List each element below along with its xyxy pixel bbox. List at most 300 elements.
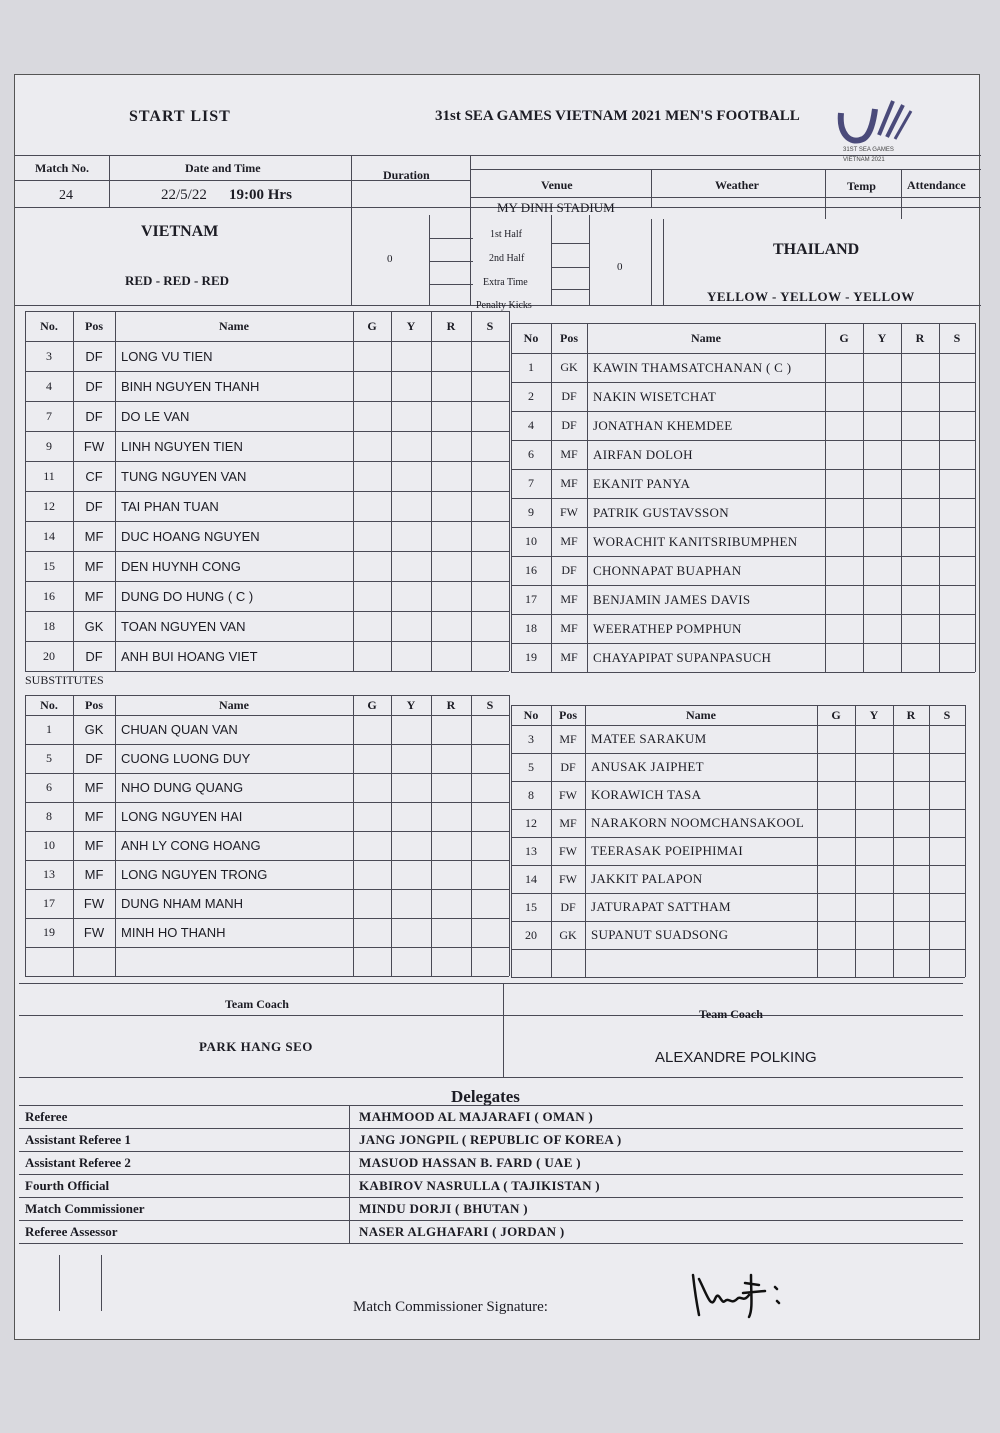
col-no-header: No. (40, 318, 58, 333)
grid-line (73, 311, 74, 671)
delegate-role: Fourth Official (25, 1177, 110, 1193)
player-name: DUNG DO HUNG ( C ) (121, 588, 254, 604)
grid-line (25, 889, 509, 890)
away-team-name: THAILAND (773, 241, 860, 258)
col-s-header: S (486, 318, 494, 333)
grid-line (863, 323, 864, 672)
grid-line (511, 921, 965, 922)
col-r-header: R (446, 697, 456, 712)
col-g-header: G (367, 697, 377, 712)
grid-line (391, 695, 392, 976)
delegate-row (19, 1174, 963, 1197)
grid-line (25, 341, 509, 342)
grid-line (19, 1220, 963, 1221)
player-position: GK (560, 360, 578, 374)
player-position: MF (559, 815, 577, 830)
table-row (511, 949, 965, 977)
player-number: 9 (46, 438, 52, 453)
table-row (511, 614, 975, 643)
venue-value: MY DINH STADIUM (497, 200, 615, 215)
player-name: CUONG LUONG DUY (121, 751, 251, 766)
col-pos-header: Pos (559, 707, 577, 722)
delegate-row (19, 1151, 963, 1174)
player-position: DF (85, 378, 103, 394)
player-position: MF (560, 621, 578, 635)
col-name-header: Name (691, 330, 721, 345)
grid-line (25, 641, 509, 642)
player-position: MF (84, 780, 104, 795)
player-name: BENJAMIN JAMES DAVIS (593, 591, 751, 607)
grid-line (511, 781, 965, 782)
col-y-header: Y (406, 697, 416, 712)
grid-line (25, 671, 509, 672)
table-row (511, 753, 965, 781)
grid-line (391, 311, 392, 671)
delegate-person: MINDU DORJI ( BHUTAN ) (359, 1200, 528, 1216)
col-pos-header: Pos (85, 318, 103, 333)
player-name: CHAYAPIPAT SUPANPASUCH (593, 649, 772, 665)
grid-line (511, 440, 975, 441)
player-number: 15 (525, 899, 537, 914)
date-time-label: Date and Time (185, 161, 261, 175)
first-half-label: 1st Half (490, 229, 522, 240)
grid-line (25, 947, 509, 948)
player-name: LONG VU TIEN (121, 348, 213, 364)
player-number: 20 (43, 648, 55, 663)
grid-line (25, 976, 509, 977)
player-position: DF (561, 389, 577, 403)
player-name: NHO DUNG QUANG (121, 780, 244, 795)
grid-line (511, 705, 512, 977)
col-r-header: R (906, 707, 916, 722)
table-row (25, 551, 509, 581)
grid-line (25, 521, 509, 522)
player-position: MF (84, 867, 104, 882)
col-g-header: G (839, 330, 849, 345)
player-name: NARAKORN NOOMCHANSAKOOL (591, 815, 805, 830)
grid-line (19, 1243, 963, 1244)
table-row (511, 353, 975, 382)
delegates-title: Delegates (451, 1087, 520, 1106)
grid-line (25, 551, 509, 552)
player-position: MF (560, 476, 578, 490)
table-row (25, 521, 509, 551)
table-row (511, 921, 965, 949)
table-row (511, 498, 975, 527)
grid-line (353, 311, 354, 671)
match-time: 19:00 Hrs (229, 187, 292, 203)
player-number: 19 (525, 650, 537, 664)
player-number: 4 (528, 418, 534, 432)
player-name: ANUSAK JAIPHET (591, 759, 704, 774)
col-y-header: Y (877, 330, 887, 345)
col-s-header: S (486, 697, 494, 712)
player-position: GK (84, 722, 104, 737)
away-score: 0 (617, 261, 623, 273)
temp-label: Temp (847, 179, 876, 193)
delegate-person: KABIROV NASRULLA ( TAJIKISTAN ) (359, 1177, 600, 1193)
player-name: ANH BUI HOANG VIET (121, 648, 258, 664)
player-name: JONATHAN KHEMDEE (593, 417, 733, 433)
player-number: 1 (46, 722, 52, 736)
grid-line (511, 977, 965, 978)
col-no-header: No. (40, 697, 58, 712)
player-name: SUPANUT SUADSONG (591, 927, 729, 942)
delegate-person: MAHMOOD AL MAJARAFI ( OMAN ) (359, 1108, 594, 1124)
player-number: 7 (46, 408, 52, 423)
logo-text-1: 31ST SEA GAMES (843, 147, 894, 153)
player-name: CHUAN QUAN VAN (121, 722, 238, 737)
player-name: LONG NGUYEN TRONG (121, 867, 268, 882)
sea-games-logo-icon (835, 95, 915, 155)
penalty-kicks-label: Penalty Kicks (476, 300, 532, 311)
player-position: MF (560, 650, 578, 664)
grid-line (511, 643, 975, 644)
grid-line (25, 611, 509, 612)
away-coach-name: ALEXANDRE POLKING (655, 1049, 817, 1066)
player-name: MINH HO THANH (121, 925, 226, 940)
away-team-colors: YELLOW - YELLOW - YELLOW (707, 289, 915, 304)
player-number: 2 (528, 389, 534, 403)
grid-line (511, 585, 975, 586)
player-position: MF (560, 592, 578, 606)
player-name: NAKIN WISETCHAT (593, 388, 717, 404)
grid-line (511, 893, 965, 894)
table-row (511, 809, 965, 837)
col-name-header: Name (219, 697, 249, 712)
grid-line (19, 1105, 963, 1106)
table-row (511, 411, 975, 440)
col-s-header: S (953, 330, 961, 345)
player-position: MF (84, 838, 104, 853)
player-name: CHONNAPAT BUAPHAN (593, 562, 742, 578)
player-number: 15 (43, 558, 55, 573)
delegate-role: Referee (25, 1108, 68, 1124)
player-position: FW (83, 438, 105, 454)
col-g-header: G (367, 318, 377, 333)
grid-line (25, 695, 509, 696)
grid-line (509, 695, 510, 976)
grid-line (511, 837, 965, 838)
table-row (511, 893, 965, 921)
grid-line (825, 323, 826, 672)
player-position: DF (560, 759, 576, 774)
player-position: DF (85, 648, 103, 664)
table-row (25, 491, 509, 521)
grid-line (25, 773, 509, 774)
grid-line (25, 401, 509, 402)
table-row (511, 865, 965, 893)
delegate-role: Match Commissioner (25, 1200, 145, 1216)
player-position: CF (85, 468, 103, 484)
grid-line (25, 431, 509, 432)
player-name: DUC HOANG NGUYEN (121, 528, 260, 544)
table-row (511, 556, 975, 585)
grid-line (965, 705, 966, 977)
grid-line (25, 918, 509, 919)
player-number: 19 (43, 925, 55, 939)
delegate-role: Assistant Referee 2 (25, 1154, 131, 1170)
grid-line (511, 527, 975, 528)
table-row (25, 744, 509, 773)
col-g-header: G (831, 707, 841, 722)
grid-line (25, 860, 509, 861)
col-y-header: Y (869, 707, 879, 722)
player-name: MATEE SARAKUM (591, 731, 707, 746)
player-name: TUNG NGUYEN VAN (121, 468, 247, 484)
player-position: DF (85, 348, 103, 364)
player-position: DF (560, 899, 576, 914)
player-number: 7 (528, 476, 534, 490)
table-row (511, 382, 975, 411)
player-name: DEN HUYNH CONG (121, 558, 241, 574)
grid-line (25, 491, 509, 492)
player-name: LONG NGUYEN HAI (121, 809, 243, 824)
duration-label: Duration (383, 168, 430, 182)
player-name: KAWIN THAMSATCHANAN ( C ) (593, 359, 792, 375)
home-team-name: VIETNAM (141, 223, 219, 240)
grid-line (115, 311, 116, 671)
player-position: FW (559, 787, 577, 802)
match-no-label: Match No. (35, 161, 89, 175)
table-row (25, 802, 509, 831)
player-number: 8 (528, 787, 534, 802)
player-number: 18 (43, 618, 55, 633)
col-name-header: Name (686, 707, 716, 722)
delegate-role: Assistant Referee 1 (25, 1131, 131, 1147)
player-name: WORACHIT KANITSRIBUMPHEN (593, 533, 798, 549)
table-row (25, 831, 509, 860)
grid-line (893, 705, 894, 977)
grid-line (19, 1197, 963, 1198)
grid-line (471, 311, 472, 671)
grid-line (25, 744, 509, 745)
player-number: 13 (43, 867, 55, 881)
player-position: FW (559, 871, 577, 886)
grid-line (25, 461, 509, 462)
col-r-header: R (446, 318, 456, 333)
table-row (25, 611, 509, 641)
grid-line (25, 371, 509, 372)
grid-line (511, 809, 965, 810)
grid-line (349, 1105, 350, 1243)
col-pos-header: Pos (85, 697, 103, 712)
table-header (25, 695, 509, 715)
col-no-header: No (523, 707, 539, 722)
table-row (511, 585, 975, 614)
delegate-role: Referee Assessor (25, 1223, 118, 1239)
delegate-person: JANG JONGPIL ( REPUBLIC OF KOREA ) (359, 1131, 622, 1147)
col-name-header: Name (219, 318, 249, 333)
player-name: AIRFAN DOLOH (593, 446, 693, 462)
table-row (25, 581, 509, 611)
table-row (25, 431, 509, 461)
player-position: DF (85, 498, 103, 514)
player-name: TOAN NGUYEN VAN (121, 618, 246, 634)
grid-line (115, 695, 116, 976)
player-name: EKANIT PANYA (593, 475, 691, 491)
home-substitutes-table (25, 695, 509, 976)
player-number: 8 (46, 809, 52, 823)
player-position: MF (84, 809, 104, 824)
grid-line (511, 949, 965, 950)
grid-line (19, 1128, 963, 1129)
grid-line (511, 323, 512, 672)
grid-line (511, 323, 975, 324)
player-number: 10 (43, 838, 55, 852)
player-position: MF (560, 447, 578, 461)
grid-line (511, 725, 965, 726)
table-header (511, 705, 965, 725)
player-number: 16 (525, 563, 537, 577)
player-name: PATRIK GUSTAVSSON (593, 504, 729, 520)
page-title: START LIST (129, 108, 231, 125)
player-position: FW (83, 896, 105, 911)
table-row (511, 837, 965, 865)
player-position: MF (560, 534, 578, 548)
grid-line (511, 411, 975, 412)
player-position: MF (84, 558, 104, 574)
player-name: KORAWICH TASA (591, 787, 702, 802)
player-name: JATURAPAT SATTHAM (591, 899, 731, 914)
player-number: 16 (43, 588, 55, 603)
away-coach-label: Team Coach (699, 1007, 763, 1021)
extra-time-label: Extra Time (483, 277, 528, 288)
table-header (511, 323, 975, 353)
grid-line (431, 695, 432, 976)
player-position: DF (85, 751, 103, 766)
grid-line (511, 353, 975, 354)
table-row (511, 440, 975, 469)
grid-line (509, 311, 510, 671)
player-name: DUNG NHAM MANH (121, 896, 244, 911)
table-row (511, 781, 965, 809)
grid-line (817, 705, 818, 977)
player-number: 14 (525, 871, 537, 886)
player-number: 12 (43, 498, 55, 513)
match-date: 22/5/22 (161, 187, 207, 203)
grid-line (353, 695, 354, 976)
table-row (25, 341, 509, 371)
grid-line (511, 753, 965, 754)
grid-line (511, 705, 965, 706)
table-row (511, 643, 975, 672)
player-number: 12 (525, 815, 537, 830)
grid-line (511, 614, 975, 615)
col-pos-header: Pos (560, 330, 578, 345)
grid-line (901, 323, 902, 672)
table-row (25, 889, 509, 918)
player-position: GK (84, 618, 104, 634)
delegates-table (19, 1105, 963, 1243)
grid-line (25, 581, 509, 582)
table-row (25, 773, 509, 802)
player-position: MF (84, 588, 104, 604)
col-y-header: Y (406, 318, 416, 333)
away-substitutes-table (511, 705, 965, 977)
substitutes-label: SUBSTITUTES (25, 673, 104, 687)
player-number: 11 (43, 468, 55, 483)
player-number: 4 (46, 378, 52, 393)
grid-line (19, 1151, 963, 1152)
player-position: DF (561, 418, 577, 432)
delegate-row (19, 1105, 963, 1128)
grid-line (975, 323, 976, 672)
table-row (511, 527, 975, 556)
player-number: 5 (528, 759, 534, 774)
col-no-header: No (523, 330, 539, 345)
player-name: LINH NGUYEN TIEN (121, 438, 243, 454)
player-number: 20 (525, 927, 537, 942)
grid-line (73, 695, 74, 976)
table-row (511, 725, 965, 753)
player-number: 3 (528, 731, 534, 746)
home-score: 0 (387, 253, 393, 265)
grid-line (511, 865, 965, 866)
away-starting-table (511, 323, 975, 672)
grid-line (511, 498, 975, 499)
grid-line (511, 469, 975, 470)
home-coach-label: Team Coach (225, 997, 289, 1011)
delegate-row (19, 1197, 963, 1220)
home-starting-table (25, 311, 509, 671)
player-name: WEERATHEP POMPHUN (593, 620, 742, 636)
table-row (25, 401, 509, 431)
grid-line (25, 311, 26, 671)
grid-line (25, 715, 509, 716)
grid-line (431, 311, 432, 671)
player-name: ANH LY CONG HOANG (121, 838, 261, 853)
player-position: GK (559, 927, 577, 942)
player-number: 13 (525, 843, 537, 858)
player-number: 1 (528, 360, 534, 374)
grid-line (585, 705, 586, 977)
match-no-value: 24 (59, 188, 73, 203)
grid-line (25, 695, 26, 976)
player-number: 10 (525, 534, 537, 548)
player-name: DO LE VAN (121, 408, 190, 424)
home-coach-name: PARK HANG SEO (199, 1039, 313, 1054)
player-position: DF (561, 563, 577, 577)
grid-line (25, 311, 509, 312)
player-number: 17 (525, 592, 537, 606)
event-title: 31st SEA GAMES VIETNAM 2021 MEN'S FOOTBALL (435, 108, 800, 124)
grid-line (551, 705, 552, 977)
table-row (25, 918, 509, 947)
grid-line (929, 705, 930, 977)
player-number: 17 (43, 896, 55, 910)
venue-label: Venue (541, 178, 573, 192)
grid-line (25, 802, 509, 803)
player-name: TEERASAK POEIPHIMAI (591, 843, 743, 858)
grid-line (25, 831, 509, 832)
player-position: MF (84, 528, 104, 544)
player-name: JAKKIT PALAPON (591, 871, 703, 886)
table-row (25, 461, 509, 491)
table-row (25, 860, 509, 889)
grid-line (551, 323, 552, 672)
player-number: 9 (528, 505, 534, 519)
weather-label: Weather (715, 178, 759, 192)
player-position: FW (83, 925, 105, 940)
player-name: BINH NGUYEN THANH (121, 378, 260, 394)
logo-text-2: VIETNAM 2021 (843, 157, 885, 163)
col-r-header: R (915, 330, 925, 345)
grid-line (471, 695, 472, 976)
table-row (25, 641, 509, 671)
signature-label: Match Commissioner Signature: (353, 1299, 548, 1315)
table-row (25, 371, 509, 401)
